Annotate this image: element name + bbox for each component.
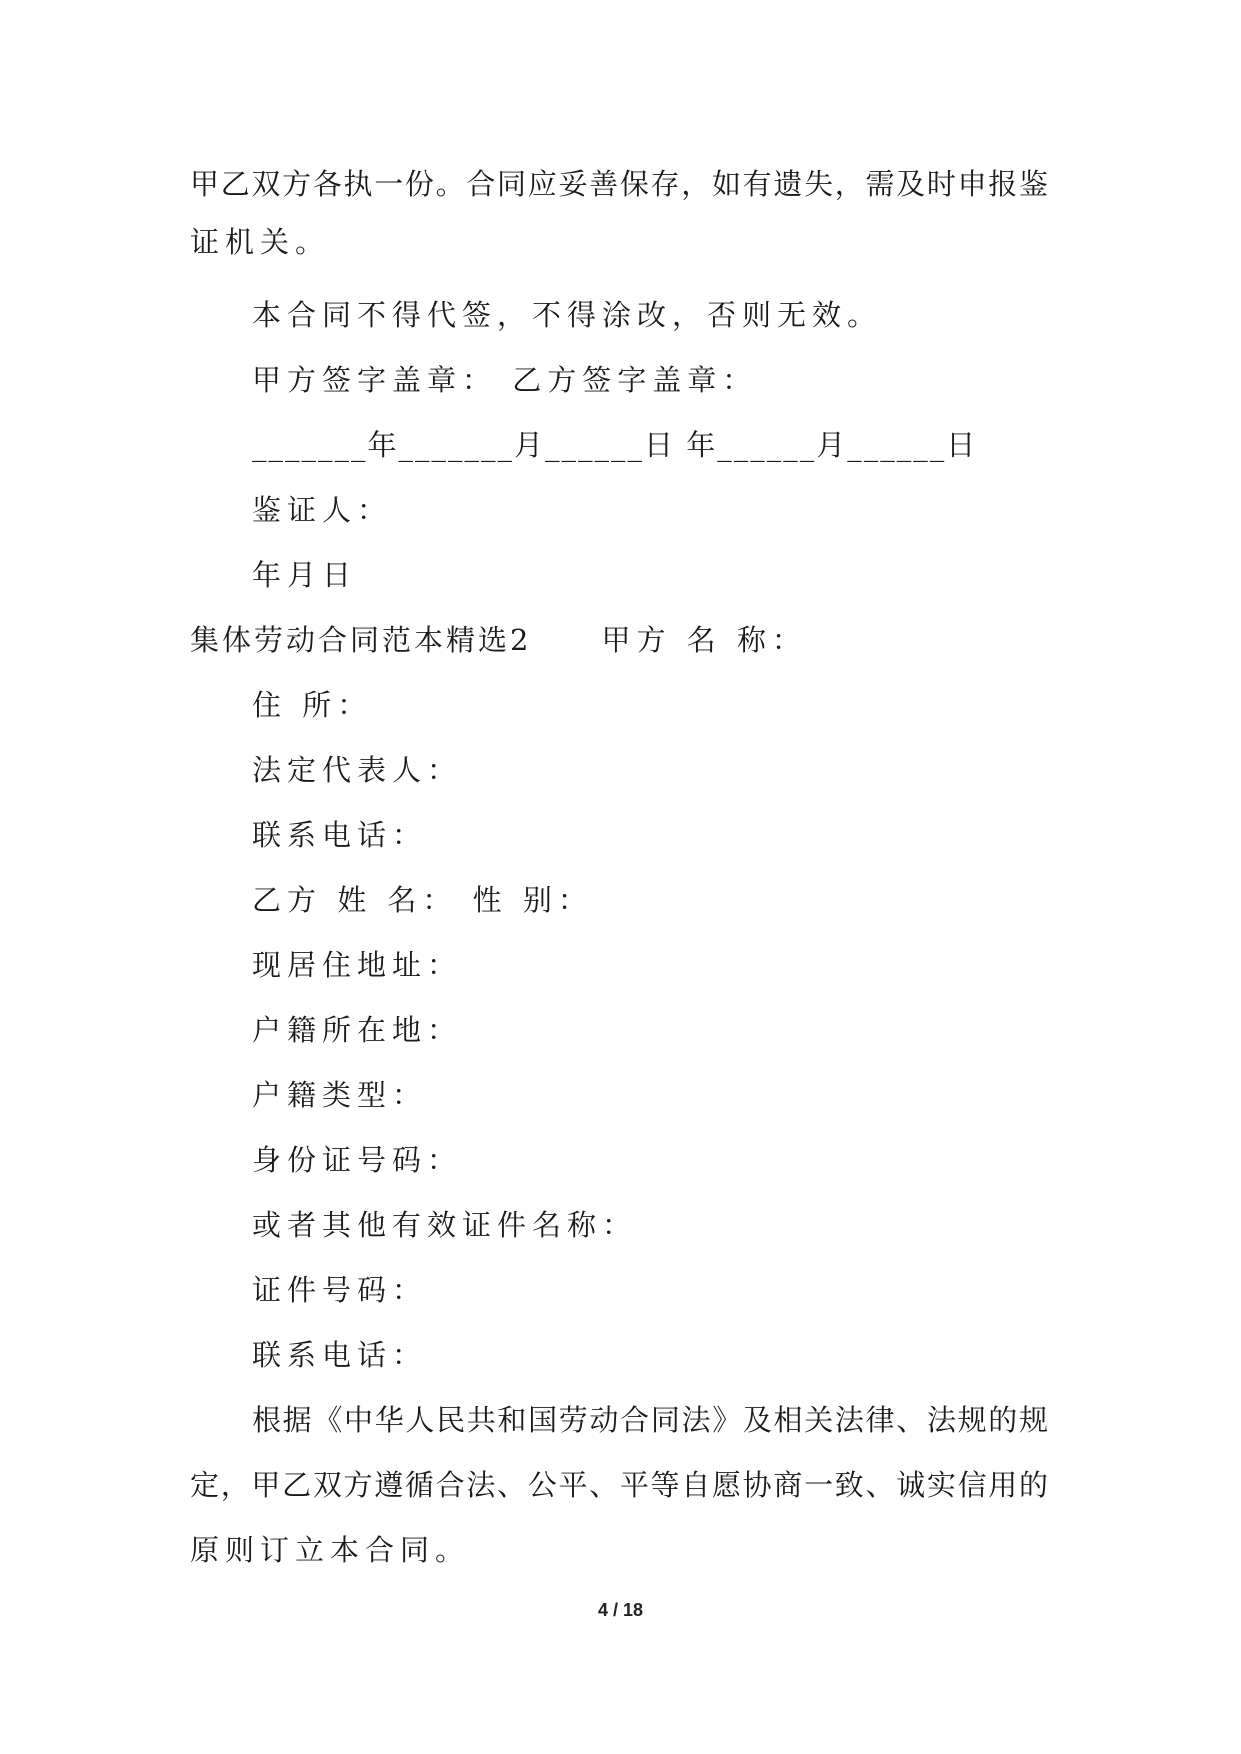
date-blank-line: _______年_______月______日 年______月______日 [252,428,978,462]
signature-line: 甲方签字盖章： 乙方签字盖章： [252,363,758,397]
field-label: 住 所： [252,688,373,722]
paragraph-line: 本合同不得代签，不得涂改，否则无效。 [252,298,883,332]
field-label: 乙方 姓 名： 性 别： [252,883,593,917]
field-label: 证件号码： [252,1273,428,1307]
paragraph-line: 定，甲乙双方遵循合法、公平、平等自愿协商一致、诚实信用的 [190,1468,1048,1502]
paragraph-line: 甲乙双方各执一份。合同应妥善保存，如有遗失，需及时申报鉴 [190,167,1048,201]
witness-label: 鉴证人： [252,493,393,527]
date-label: 年月日 [252,558,358,592]
section-heading-line [190,620,807,660]
page-number: 4 / 18 [597,1600,644,1620]
field-label: 法定代表人： [252,753,463,787]
field-label: 身份证号码： [252,1143,463,1177]
section-title: 集体劳动合同范本精选2 [190,623,532,657]
field-label: 现居住地址： [252,948,463,982]
field-label: 户籍所在地： [252,1013,463,1047]
paragraph-line: 原则订立本合同。 [190,1533,471,1567]
field-label: 联系电话： [252,818,428,852]
party-a-name-label: 甲方 名 称： [601,623,807,657]
field-label: 户籍类型： [252,1078,428,1112]
field-label: 联系电话： [252,1338,428,1372]
paragraph-line: 根据《中华人民共和国劳动合同法》及相关法律、法规的规 [252,1403,1048,1437]
paragraph-line: 证机关。 [190,225,331,259]
field-label: 或者其他有效证件名称： [252,1208,638,1242]
